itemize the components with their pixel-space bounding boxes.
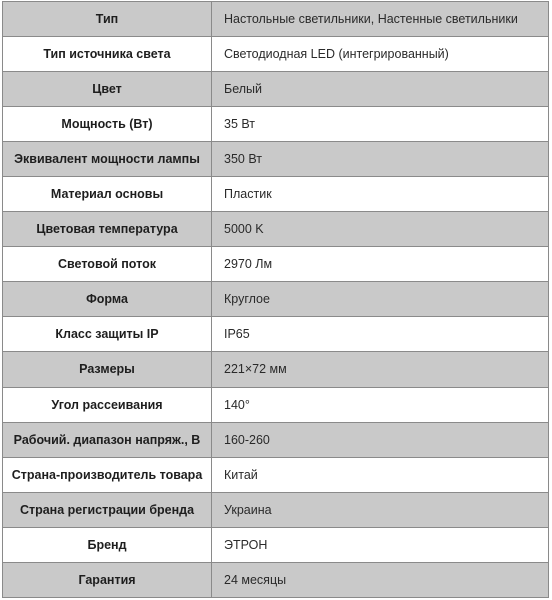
spec-value: Китай xyxy=(212,457,549,492)
spec-label: Форма xyxy=(3,282,212,317)
specifications-table-body xyxy=(3,2,549,598)
spec-row-type xyxy=(3,2,549,37)
spec-label: Размеры xyxy=(3,352,212,387)
spec-label: Цветовая температура xyxy=(3,212,212,247)
spec-row-base-material xyxy=(3,177,549,212)
specifications-table xyxy=(2,1,549,598)
spec-row-equivalent-power xyxy=(3,142,549,177)
spec-value: IP65 xyxy=(212,317,549,352)
spec-row-manufacturer-country xyxy=(3,457,549,492)
spec-label: Материал основы xyxy=(3,177,212,212)
spec-row-dimensions xyxy=(3,352,549,387)
spec-row-color-temperature xyxy=(3,212,549,247)
spec-label: Световой поток xyxy=(3,247,212,282)
spec-label: Класс защиты IP xyxy=(3,317,212,352)
spec-value: 35 Вт xyxy=(212,107,549,142)
spec-value: 2970 Лм xyxy=(212,247,549,282)
spec-value: 221×72 мм xyxy=(212,352,549,387)
spec-row-brand-country xyxy=(3,492,549,527)
spec-row-brand xyxy=(3,527,549,562)
spec-label: Гарантия xyxy=(3,562,212,597)
spec-value: 140° xyxy=(212,387,549,422)
spec-label: Цвет xyxy=(3,72,212,107)
spec-value: 24 месяцы xyxy=(212,562,549,597)
spec-label: Эквивалент мощности лампы xyxy=(3,142,212,177)
spec-label: Тип источника света xyxy=(3,37,212,72)
spec-row-color xyxy=(3,72,549,107)
spec-row-light-source-type xyxy=(3,37,549,72)
spec-value: 160-260 xyxy=(212,422,549,457)
spec-label: Рабочий. диапазон напряж., В xyxy=(3,422,212,457)
spec-value: 5000 K xyxy=(212,212,549,247)
spec-row-beam-angle xyxy=(3,387,549,422)
spec-value: Круглое xyxy=(212,282,549,317)
spec-value: ЭТРОН xyxy=(212,527,549,562)
spec-row-warranty xyxy=(3,562,549,597)
spec-row-power xyxy=(3,107,549,142)
spec-row-shape xyxy=(3,282,549,317)
spec-label: Мощность (Вт) xyxy=(3,107,212,142)
spec-label: Страна регистрации бренда xyxy=(3,492,212,527)
spec-row-voltage-range xyxy=(3,422,549,457)
spec-value: Пластик xyxy=(212,177,549,212)
spec-label: Угол рассеивания xyxy=(3,387,212,422)
spec-value: Белый xyxy=(212,72,549,107)
spec-value: Настольные светильники, Настенные светильники xyxy=(212,2,549,37)
spec-row-ip-class xyxy=(3,317,549,352)
spec-row-luminous-flux xyxy=(3,247,549,282)
spec-label: Бренд xyxy=(3,527,212,562)
spec-value: 350 Вт xyxy=(212,142,549,177)
spec-value: Светодиодная LED (интегрированный) xyxy=(212,37,549,72)
spec-value: Украина xyxy=(212,492,549,527)
spec-label: Тип xyxy=(3,2,212,37)
spec-label: Страна-производитель товара xyxy=(3,457,212,492)
